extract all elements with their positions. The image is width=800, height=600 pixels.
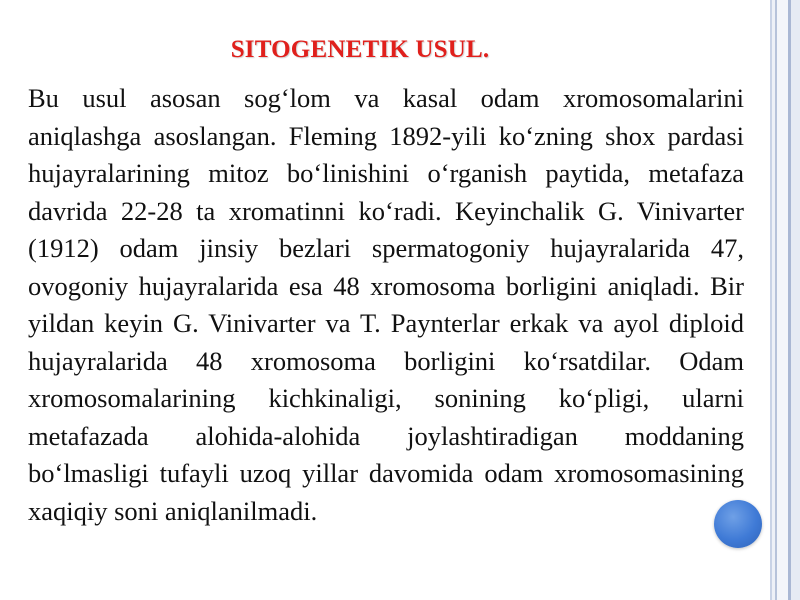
blue-circle-icon bbox=[714, 500, 762, 548]
slide-title: SITOGENETIK USUL. bbox=[230, 36, 490, 63]
slide-body-text: Bu usul asosan sog‘lom va kasal odam xromosomalarini aniqlashga asoslangan. Fleming 1892-yili ko‘zning shox pardasi hujayralarining mitoz bo‘linishini o‘rganish paytida, metafaza davrida 22-28 ta xromatinni ko‘radi. Keyinchalik G. Vinivarter (1912) odam jinsiy bezlari spermatogoniy hujayralarida 47, ovogoniy hujayralarida esa 48 xromosoma borligini aniqladi. Bir yildan keyin G. Vinivarter va T. Paynterlar erkak va ayol diploid hujayralarida 48 xromosoma borligini ko‘rsatdilar. Odam xromosomalarining kichkinaligi, sonining ko‘pligi, ularni metafazada alohida-alohida joylashtiradigan moddaning bo‘lmasligi tufayli uzoq yillar davomida odam xromosomasining xaqiqiy soni aniqlanilmadi. bbox=[28, 83, 744, 526]
slide-side-border bbox=[764, 0, 800, 600]
